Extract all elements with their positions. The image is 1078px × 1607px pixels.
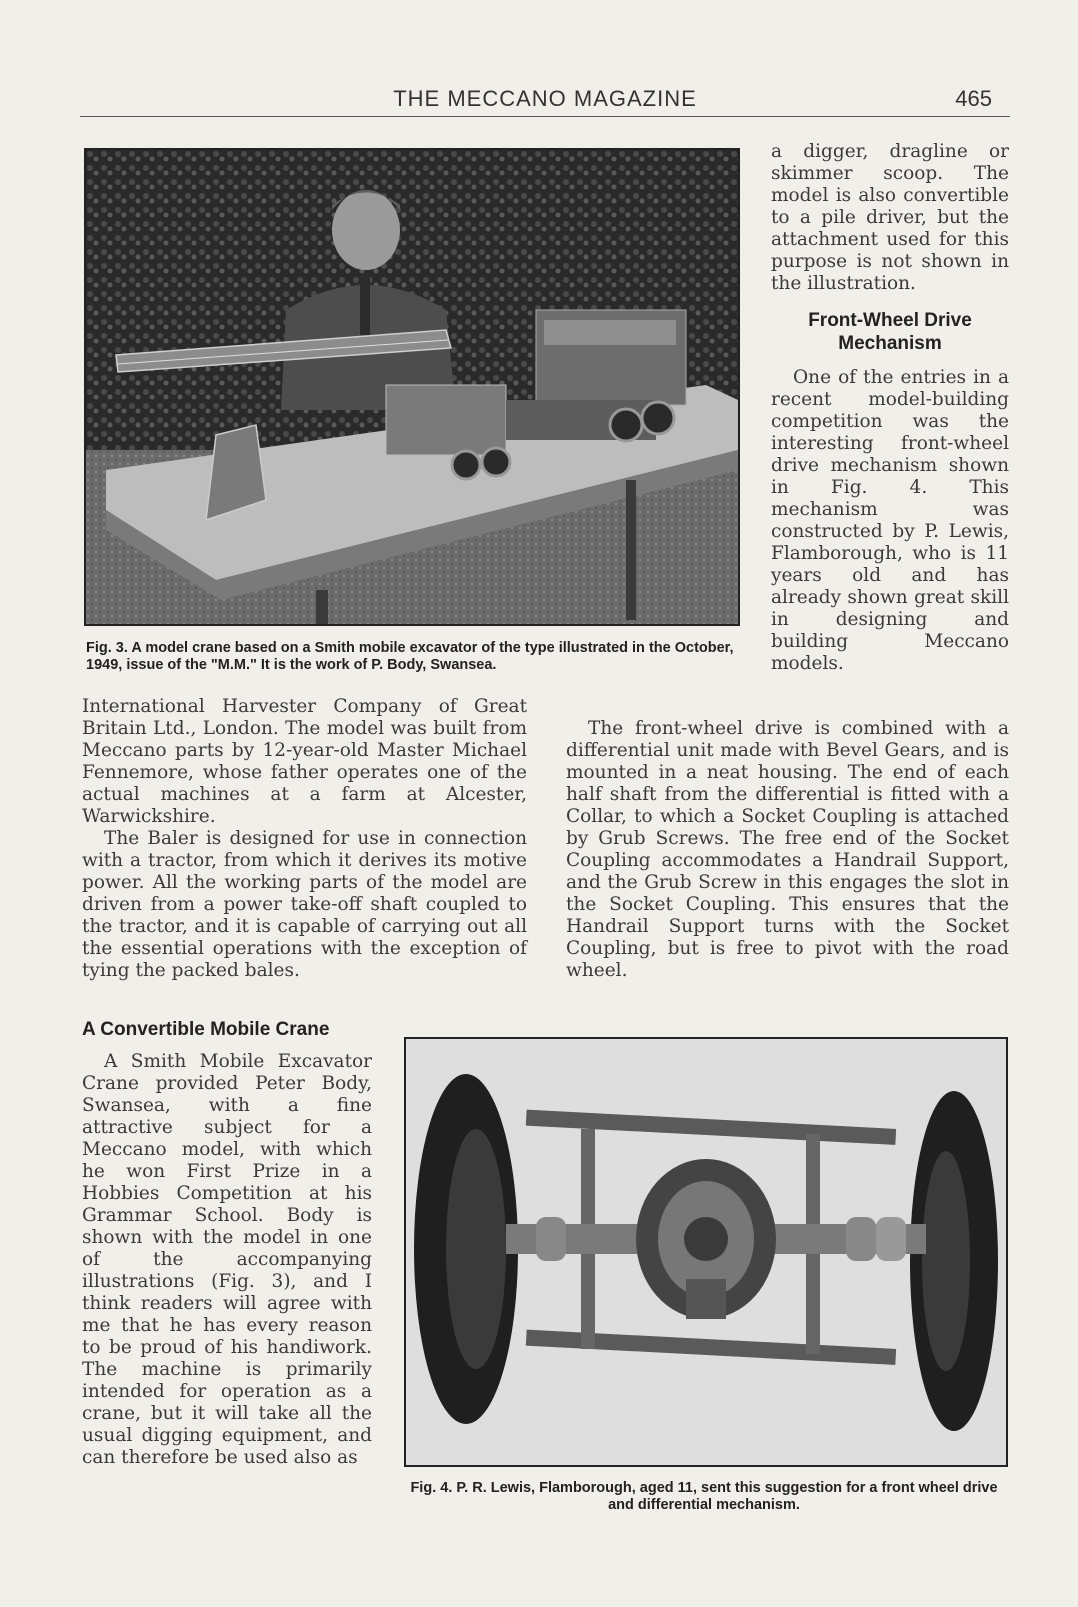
fig3-caption: Fig. 3. A model crane based on a Smith mobile excavator of the type illustrated in the October, 1949, issue of the "M.M." It is the work of P. Body, Swansea.	[86, 640, 734, 673]
fig4-photo	[404, 1037, 1008, 1467]
page-header	[80, 82, 1010, 117]
page-number: 465	[955, 86, 992, 111]
differential-mechanism-photo	[406, 1039, 1006, 1465]
paragraph-baler: The Baler is designed for use in connection with a tractor, from which it derives its motive power. All the working parts of the model are driven from a power take-off shaft coupled to the tractor, and it is capable of carrying out all the essential operations with the exception of tying the packed bales.	[82, 828, 527, 981]
heading-front-wheel-drive: Front-Wheel Drive Mechanism	[808, 310, 972, 354]
crane-model-photo	[86, 150, 738, 624]
right-column-middle	[566, 718, 1009, 982]
magazine-title: THE MECCANO MAGAZINE	[393, 86, 697, 111]
paragraph-front-wheel-1: One of the entries in a recent model-building competition was the interesting front-wheel drive mechanism shown in Fig. 4. This mechanism was constructed by P. Lewis, Flamborough, who is 11 years old and has already shown great skill in designing and building Meccano models.	[771, 367, 1009, 674]
paragraph-harvester: International Harvester Company of Great Britain Ltd., London. The model was built from Meccano parts by 12-year-old Master Michael Fennemore, whose father operates one of the actual machines at a farm at Alcester, Warwickshire.	[82, 696, 527, 827]
right-column-top	[771, 141, 1009, 675]
left-column-middle	[82, 696, 527, 982]
paragraph-smith-crane: A Smith Mobile Excavator Crane provided Peter Body, Swansea, with a fine attractive subject for a Meccano model, with which he won First Prize in a Hobbies Competition at his Grammar School. Body is shown with the model in one of the accompanying illustrations (Fig. 3), and I think readers will agree with me that he has every reason to be proud of his handiwork. The machine is primarily intended for operation as a crane, but it will take all the usual digging equipment, and can therefore be used also as	[82, 1051, 372, 1468]
left-column-bottom	[82, 1018, 372, 1469]
fig4-caption: Fig. 4. P. R. Lewis, Flamborough, aged 11, sent this suggestion for a front wheel drive and differential mechanism.	[410, 1480, 998, 1513]
fig3-photo	[84, 148, 740, 626]
paragraph-intro: a digger, dragline or skimmer scoop. The model is also convertible to a pile driver, but the attachment used for this purpose is not shown in the illustration.	[771, 141, 1009, 294]
heading-convertible-crane: A Convertible Mobile Crane	[82, 1019, 330, 1040]
paragraph-front-wheel-2: The front-wheel drive is combined with a differential unit made with Bevel Gears, and is mounted in a neat housing. The end of each half shaft from the differential is fitted with a Collar, to which a Socket Coupling is attached by Grub Screws. The free end of the Socket Coupling accommodates a Handrail Support, and the Grub Screw in this engages the slot in the Socket Coupling. This ensures that the Handrail Support turns with the Socket Coupling, but is free to pivot with the road wheel.	[566, 718, 1009, 981]
